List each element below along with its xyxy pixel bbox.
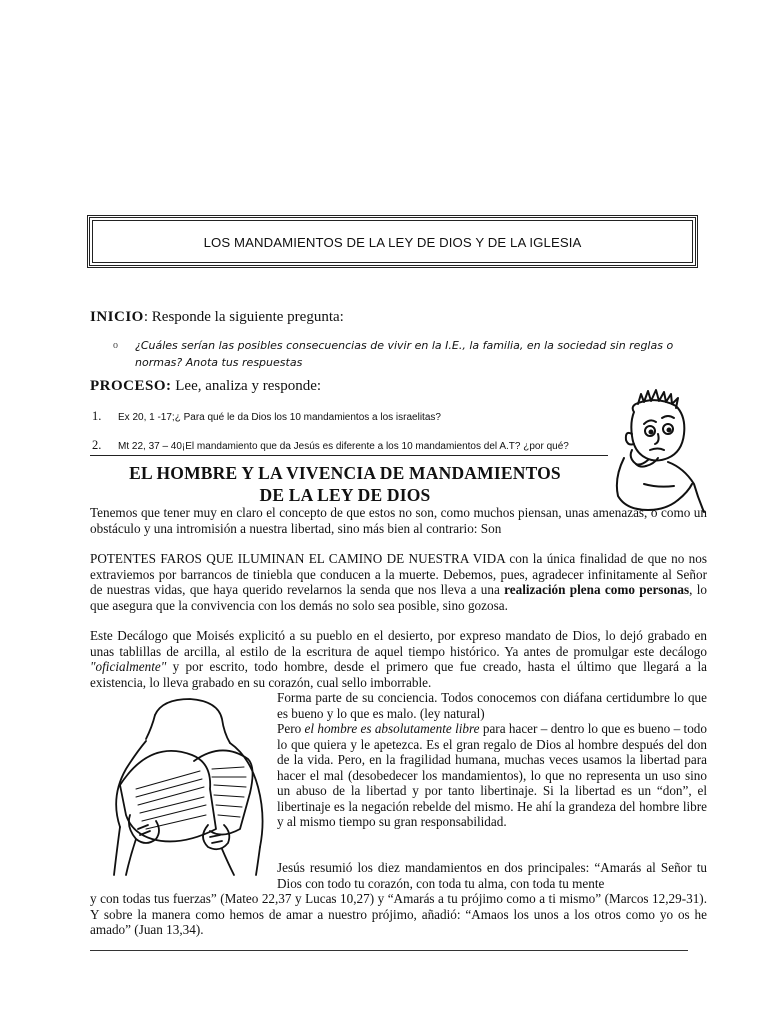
proceso-heading — [90, 378, 321, 395]
inicio-label: INICIO — [90, 309, 144, 325]
paragraph-3-italic: "oficialmente" — [90, 659, 167, 674]
item-text: Ex 20, 1 -17;¿ Para qué le da Dios los 10 mandamientos a los israelitas? — [118, 412, 441, 423]
paragraph-1: Tenemos que tener muy en claro el concepto de que estos no son, como muchos piensan, unas amenazas, o como un obstáculo y una intromisión a nuestra libertad, sino más bien al contrario: Son — [90, 505, 707, 536]
item-number: 1. — [92, 409, 102, 423]
section-divider — [90, 455, 608, 456]
document-title: LOS MANDAMIENTOS DE LA LEY DE DIOS Y DE LA IGLESIA — [203, 235, 582, 250]
paragraph-4-body — [277, 721, 707, 830]
title-box — [87, 215, 698, 268]
inicio-instruction: : Responde la siguiente pregunta: — [143, 309, 344, 325]
proceso-label: PROCESO: — [90, 378, 172, 394]
paragraph-2-bold: realización plena como personas — [504, 582, 690, 597]
paragraph-3-text-b: y por escrito, todo hombre, desde el primero que fue creado, hasta el último que llegará a la existencia, lo lleva grabado en su corazón, cual sello imborrable. — [90, 659, 707, 690]
paragraph-4-text-b: Pero — [277, 721, 305, 736]
paragraph-2-text-b: , lo que asegura que la convivencia con los demás no solo sea posible, sino gozosa. — [90, 582, 708, 613]
proceso-item-1 — [92, 409, 441, 424]
paragraph-5-intro: Jesús resumió los diez mandamientos en dos principales: “Amarás al Señor tu Dios con todo tu corazón, con toda tu alma, con toda tu mente — [277, 860, 707, 891]
article-title-line-2: DE LA LEY DE DIOS — [259, 485, 431, 505]
paragraph-4-text-c: para hacer – dentro lo que es bueno – todo lo que quiera y le apetezca. Es el gran regalo de Dios al hombre después del don de la vida. Pero, en la fragilidad humana, muchas veces usamos la libertad para hacer el mal (desobedecer los mandamientos), lo que no representa un uso sino un abuso de la libertad y por tanto libertinaje. Si la libertad es un “don”, el libertinaje es la negación rebelde del mismo. He ahí la grandeza del hombre libre y al mismo tiempo su gran responsabilidad. — [277, 721, 707, 829]
paragraph-2 — [90, 551, 707, 613]
bottom-divider — [90, 950, 688, 951]
item-text: Mt 22, 37 – 40¡El mandamiento que da Jesús es diferente a los 10 mandamientos del A.T? ¿por qué? — [118, 441, 569, 452]
paragraph-3-text-a: Este Decálogo que Moisés explicitó a su pueblo en el desierto, por expreso mandato de Dios, lo dejó grabado en unas tablillas de arcilla, al estilo de la escritura de aquel tiempo histórico. Ya antes de promulgar este decálogo — [90, 628, 707, 659]
tablets-illustration — [100, 697, 270, 877]
paragraph-4-italic: el hombre es absolutamente libre — [304, 721, 480, 736]
paragraph-4-text-a: Forma parte de su conciencia. Todos conocemos con diáfana certidumbre lo que es bueno y lo que es malo. (ley natural) — [277, 690, 707, 721]
article-title — [90, 462, 600, 506]
article-title-line-1: EL HOMBRE Y LA VIVENCIA DE MANDAMIENTOS — [129, 463, 561, 483]
thinking-boy-illustration — [608, 388, 706, 518]
inicio-question: ¿Cuáles serían las posibles consecuencias de vivir en la I.E., la familia, en la sociedad sin reglas o normas? Anota tus respuestas — [135, 339, 674, 369]
paragraph-4 — [277, 690, 707, 830]
paragraph-5-continuation: y con todas tus fuerzas” (Mateo 22,37 y Lucas 10,27) y “Amarás a tu prójimo como a ti mismo” (Marcos 12,29-31). Y sobre la manera como hemos de amar a nuestro prójimo, añadió: “Amaos los unos a los otros como yo os he amado” (Juan 13,34). — [90, 891, 707, 937]
paragraph-3 — [90, 628, 707, 690]
bullet-marker: o — [113, 340, 118, 351]
proceso-item-2 — [92, 438, 569, 453]
item-number: 2. — [92, 438, 102, 452]
paragraph-2-text-a: POTENTES FAROS QUE ILUMINAN EL CAMINO DE NUESTRA VIDA con la única finalidad de que no nos extraviemos por barrancos de tiniebla que conducen a la muerte. Debemos, pues, agradecer infinitamente al Señor de nuestras vidas, que haya querido revelarnos la senda que nos lleva a una — [90, 551, 707, 597]
inicio-heading — [90, 309, 344, 326]
proceso-instruction: Lee, analiza y responde: — [171, 378, 322, 394]
